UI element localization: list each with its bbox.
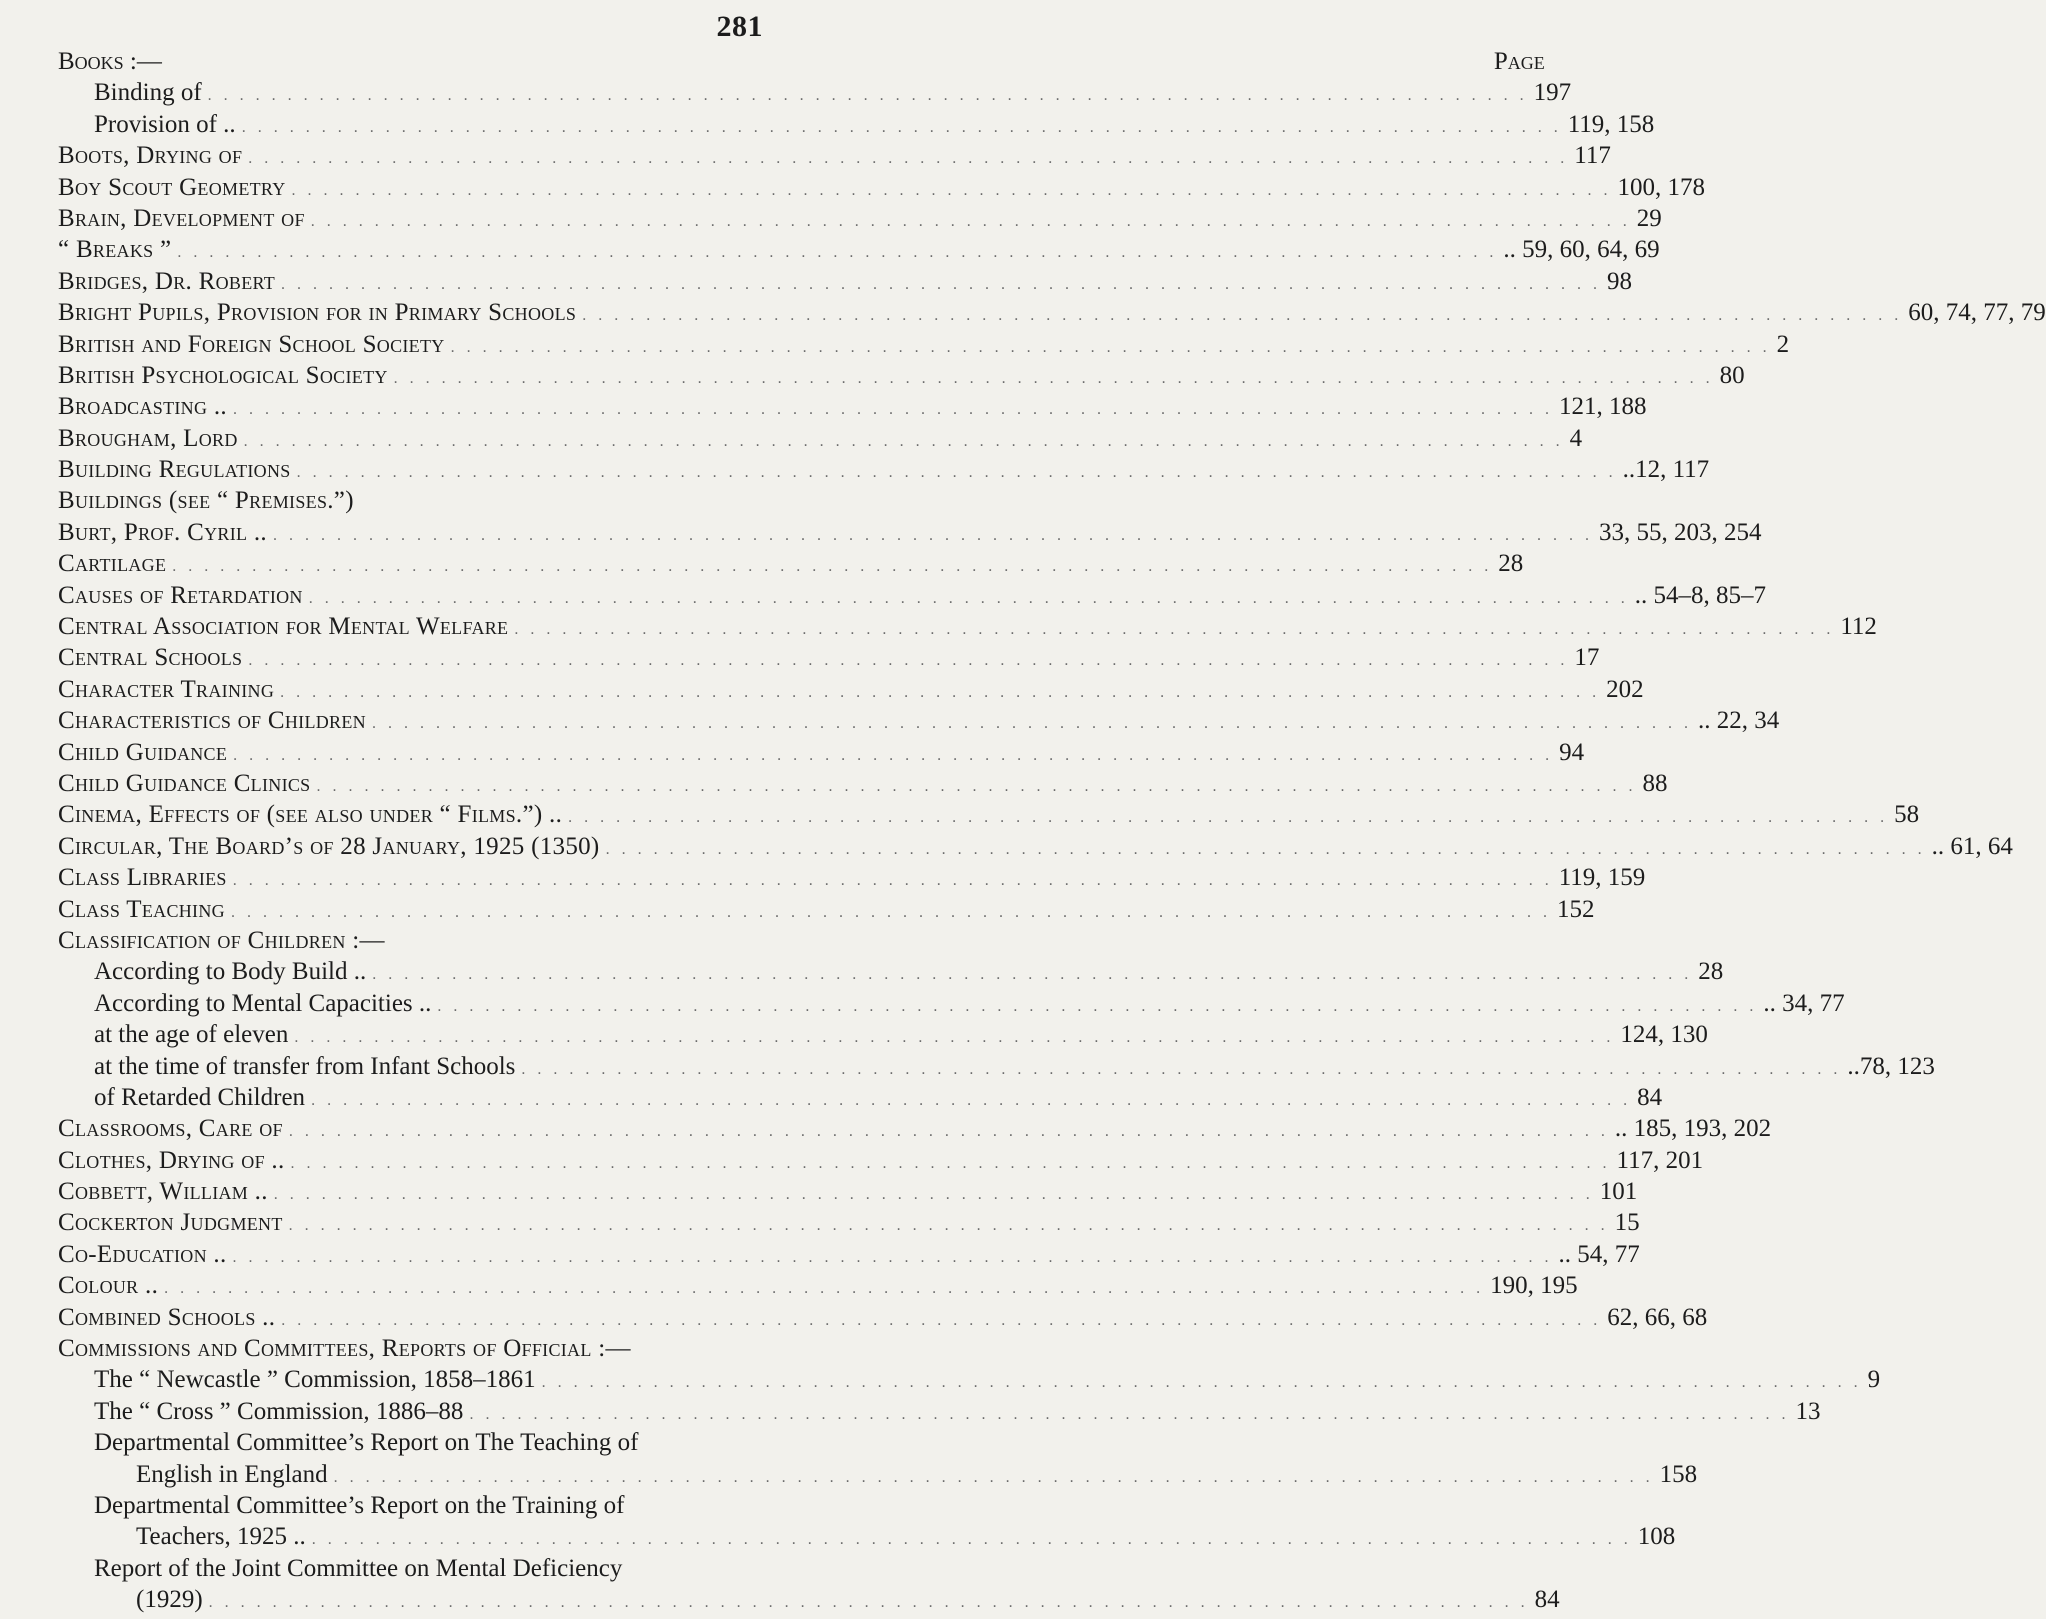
index-entry-term: Brougham, Lord bbox=[58, 424, 238, 452]
index-entry bbox=[58, 611, 1877, 642]
dot-leader bbox=[303, 583, 1635, 614]
index-entry bbox=[58, 1019, 1708, 1050]
index-entry-term: Departmental Committee’s Report on the Training of bbox=[94, 1491, 625, 1519]
index-entry-term: Boy Scout Geometry bbox=[58, 173, 286, 201]
dot-leader bbox=[285, 1148, 1617, 1179]
index-entry-term: Circular, The Board’s of 28 January, 1925 (1350) bbox=[58, 832, 600, 860]
index-entry bbox=[58, 1396, 1821, 1427]
index-entry-pages: 84 bbox=[1534, 1586, 1560, 1614]
index-entry bbox=[58, 831, 2013, 862]
index-entry-term: British Psychological Society bbox=[58, 361, 388, 389]
index-entry-term: Boots, Drying of bbox=[58, 142, 243, 170]
index-entry-pages: 58 bbox=[1894, 801, 1920, 829]
dot-leader bbox=[242, 143, 1574, 174]
index-entry-term: Classification of Children :— bbox=[58, 926, 385, 954]
index-entry-term: The “ Newcastle ” Commission, 1858–1861 bbox=[94, 1366, 536, 1394]
dot-leader bbox=[562, 802, 1894, 833]
index-entry-term: Buildings (see “ Premises.”) bbox=[58, 487, 354, 515]
index-entry-pages: 88 bbox=[1642, 769, 1668, 797]
index-entry-term: Central Association for Mental Welfare bbox=[58, 613, 509, 641]
index-entry bbox=[58, 517, 1762, 548]
dot-leader bbox=[306, 1524, 1638, 1555]
index-entry-pages: 117, 201 bbox=[1616, 1146, 1704, 1174]
dot-leader bbox=[268, 1179, 1600, 1210]
index-entry-pages: 100, 178 bbox=[1617, 173, 1706, 201]
index-header-row bbox=[58, 46, 1545, 77]
index-entry bbox=[58, 297, 2046, 328]
index-entry bbox=[58, 799, 1920, 830]
index-entry-term: Cockerton Judgment bbox=[58, 1209, 283, 1237]
index-entry bbox=[58, 1333, 766, 1364]
index-entry bbox=[58, 1113, 1772, 1144]
section-heading-books: Books :— bbox=[58, 48, 162, 75]
index-entry-pages: 33, 55, 203, 254 bbox=[1598, 518, 1762, 546]
index-entry bbox=[58, 737, 1585, 768]
index-entry-term: “ Breaks ” bbox=[58, 236, 172, 264]
dot-leader bbox=[236, 112, 1568, 143]
index-entry-term: Commissions and Committees, Reports of Official :— bbox=[58, 1335, 631, 1363]
index-entry bbox=[58, 266, 1633, 297]
index-entry bbox=[58, 109, 1655, 140]
index-entry-pages: 84 bbox=[1637, 1083, 1663, 1111]
index-entry-pages: .. 22, 34 bbox=[1697, 707, 1780, 735]
dot-leader bbox=[227, 1242, 1559, 1273]
index-entry-term: English in England bbox=[136, 1460, 328, 1488]
index-entry-pages: 15 bbox=[1614, 1209, 1640, 1237]
index-entry-pages: 4 bbox=[1569, 424, 1583, 452]
index-entry-term: at the age of eleven bbox=[94, 1021, 289, 1049]
index-entry-term: Class Libraries bbox=[58, 864, 227, 892]
dot-leader bbox=[366, 959, 1698, 990]
dot-leader bbox=[431, 991, 1763, 1022]
index-entry-pages: 9 bbox=[1867, 1366, 1881, 1394]
index-entry-pages: 13 bbox=[1795, 1397, 1821, 1425]
index-entry bbox=[58, 1302, 1708, 1333]
index-entry-pages: 119, 159 bbox=[1558, 864, 1646, 892]
index-entry-term: Bright Pupils, Provision for in Primary Schools bbox=[58, 299, 577, 327]
index-entry-term: Broadcasting .. bbox=[58, 393, 227, 421]
index-entry-term: Building Regulations bbox=[58, 456, 291, 484]
dot-leader bbox=[328, 1462, 1660, 1493]
index-entry-pages: 28 bbox=[1698, 958, 1724, 986]
index-entry-pages: 101 bbox=[1599, 1178, 1638, 1206]
page-number: 281 bbox=[716, 10, 763, 43]
index-entry-term: British and Foreign School Society bbox=[58, 330, 445, 358]
index-entry-term: Bridges, Dr. Robert bbox=[58, 267, 276, 295]
index-list bbox=[58, 46, 2046, 1616]
index-entry bbox=[58, 1459, 1698, 1490]
index-entry-pages: 121, 188 bbox=[1558, 393, 1647, 421]
index-entry-term: Clothes, Drying of .. bbox=[58, 1146, 285, 1174]
index-entry-pages: ..12, 117 bbox=[1622, 456, 1710, 484]
index-entry bbox=[58, 1584, 1560, 1615]
index-entry-pages: .. 185, 193, 202 bbox=[1614, 1115, 1772, 1143]
dot-leader bbox=[508, 614, 1840, 645]
index-entry bbox=[58, 140, 1611, 171]
index-entry bbox=[58, 77, 1572, 108]
dot-leader bbox=[445, 332, 1777, 363]
index-entry bbox=[58, 1521, 1676, 1552]
index-entry bbox=[58, 454, 1710, 485]
index-entry bbox=[58, 862, 1646, 893]
index-entry-term: Cobbett, William .. bbox=[58, 1178, 268, 1206]
index-entry bbox=[58, 925, 766, 956]
index-entry-pages: 124, 130 bbox=[1620, 1021, 1708, 1049]
dot-leader bbox=[274, 677, 1606, 708]
index-entry-pages: 28 bbox=[1498, 550, 1524, 578]
index-entry-pages: 119, 158 bbox=[1567, 110, 1655, 138]
dot-leader bbox=[600, 834, 1932, 865]
index-entry-pages: ..78, 123 bbox=[1847, 1052, 1935, 1080]
dot-leader bbox=[203, 1587, 1535, 1618]
index-entry bbox=[58, 894, 1595, 925]
index-entry-pages: 108 bbox=[1637, 1523, 1676, 1551]
index-entry-term: Cartilage bbox=[58, 550, 167, 578]
index-entry-term: Characteristics of Children bbox=[58, 707, 366, 735]
index-entry bbox=[58, 1145, 1704, 1176]
index-entry bbox=[58, 956, 1724, 987]
dot-leader bbox=[166, 551, 1498, 582]
dot-leader bbox=[305, 206, 1637, 237]
index-entry-term: Teachers, 1925 .. bbox=[136, 1523, 306, 1551]
index-entry-term: Combined Schools .. bbox=[58, 1303, 276, 1331]
index-entry-pages: .. 54–8, 85–7 bbox=[1634, 581, 1766, 609]
dot-leader bbox=[225, 897, 1557, 928]
dot-leader bbox=[305, 1085, 1637, 1116]
index-entry-pages: 2 bbox=[1776, 330, 1790, 358]
dot-leader bbox=[227, 740, 1559, 771]
dot-leader bbox=[202, 80, 1534, 111]
index-entry bbox=[58, 391, 1647, 422]
index-entry-pages: 29 bbox=[1636, 204, 1662, 232]
dot-leader bbox=[286, 175, 1618, 206]
index-entry-pages: 80 bbox=[1719, 361, 1745, 389]
dot-leader bbox=[576, 300, 1908, 331]
index-entry-term: Co-Education .. bbox=[58, 1240, 227, 1268]
index-entry bbox=[58, 988, 1845, 1019]
dot-leader bbox=[366, 708, 1698, 739]
index-entry bbox=[58, 423, 1583, 454]
index-entry-term: The “ Cross ” Commission, 1886–88 bbox=[94, 1397, 464, 1425]
index-entry-term: Provision of .. bbox=[94, 110, 236, 138]
index-entry-term: at the time of transfer from Infant Schools bbox=[94, 1052, 516, 1080]
dot-leader bbox=[463, 1399, 1795, 1430]
index-entry bbox=[58, 1427, 766, 1458]
index-entry bbox=[58, 1553, 766, 1584]
index-entry-pages: 17 bbox=[1574, 644, 1600, 672]
dot-leader bbox=[227, 394, 1559, 425]
index-entry bbox=[58, 360, 1745, 391]
dot-leader bbox=[171, 237, 1503, 268]
dot-leader bbox=[238, 426, 1570, 457]
dot-leader bbox=[242, 645, 1574, 676]
index-entry-pages: .. 54, 77 bbox=[1558, 1240, 1640, 1268]
index-entry bbox=[58, 1051, 1935, 1082]
dot-leader bbox=[388, 363, 1720, 394]
index-entry-pages: 197 bbox=[1533, 79, 1572, 107]
index-entry-term: Colour .. bbox=[58, 1272, 159, 1300]
index-entry-pages: 158 bbox=[1659, 1460, 1698, 1488]
index-entry bbox=[58, 329, 1790, 360]
dot-leader bbox=[283, 1210, 1615, 1241]
index-entry-pages: 62, 66, 68 bbox=[1607, 1303, 1708, 1331]
dot-leader bbox=[515, 1054, 1847, 1085]
dot-leader bbox=[275, 1305, 1607, 1336]
index-entry bbox=[58, 705, 1780, 736]
index-entry bbox=[58, 580, 1766, 611]
index-entry bbox=[58, 642, 1600, 673]
index-entry-pages: .. 34, 77 bbox=[1763, 989, 1845, 1017]
index-entry bbox=[58, 172, 1706, 203]
index-entry bbox=[58, 1270, 1578, 1301]
index-entry-pages: 190, 195 bbox=[1490, 1272, 1578, 1300]
index-entry bbox=[58, 548, 1524, 579]
index-entry-term: According to Body Build .. bbox=[94, 958, 367, 986]
index-entry bbox=[58, 485, 766, 516]
index-entry-term: According to Mental Capacities .. bbox=[94, 989, 432, 1017]
index-entry-pages: 202 bbox=[1606, 675, 1644, 703]
index-entry bbox=[58, 768, 1668, 799]
index-entry-term: Child Guidance bbox=[58, 738, 228, 766]
index-entry bbox=[58, 1082, 1663, 1113]
index-entry-term: Burt, Prof. Cyril .. bbox=[58, 518, 267, 546]
dot-leader bbox=[158, 1273, 1490, 1304]
dot-leader bbox=[291, 457, 1623, 488]
index-entry-term: (1929) bbox=[136, 1586, 203, 1614]
index-entry-pages: .. 61, 64 bbox=[1931, 832, 2013, 860]
dot-leader bbox=[288, 1022, 1620, 1053]
index-entry-term: of Retarded Children bbox=[94, 1083, 306, 1111]
page-column-heading: Page bbox=[1493, 48, 1545, 75]
index-entry bbox=[58, 1490, 766, 1521]
index-entry-term: Cinema, Effects of (see also under “ Films.”) .. bbox=[58, 801, 563, 829]
index-entry-term: Causes of Retardation bbox=[58, 581, 303, 609]
index-entry bbox=[58, 1239, 1640, 1270]
index-entry bbox=[58, 1176, 1638, 1207]
dot-leader bbox=[283, 1116, 1615, 1147]
index-entry-term: Binding of bbox=[94, 79, 202, 107]
index-entry bbox=[58, 1207, 1640, 1238]
dot-leader bbox=[536, 1367, 1868, 1398]
index-entry-term: Brain, Development of bbox=[58, 204, 305, 232]
dot-leader bbox=[310, 771, 1642, 802]
index-entry-pages: 94 bbox=[1559, 738, 1585, 766]
dot-leader bbox=[267, 520, 1599, 551]
index-entry-term: Classrooms, Care of bbox=[58, 1115, 283, 1143]
index-entry-term: Class Teaching bbox=[58, 895, 225, 923]
index-entry-pages: 60, 74, 77, 79 bbox=[1908, 299, 2046, 327]
index-entry bbox=[58, 234, 1660, 265]
index-entry-pages: .. 59, 60, 64, 69 bbox=[1503, 236, 1660, 264]
dot-leader bbox=[227, 865, 1559, 896]
index-entry bbox=[58, 203, 1662, 234]
index-entry-term: Report of the Joint Committee on Mental Deficiency bbox=[94, 1554, 623, 1582]
index-entry-term: Character Training bbox=[58, 675, 275, 703]
index-entry bbox=[58, 674, 1644, 705]
index-entry-pages: 152 bbox=[1556, 895, 1595, 923]
dot-leader bbox=[275, 269, 1607, 300]
index-entry-term: Departmental Committee’s Report on The Teaching of bbox=[94, 1429, 639, 1457]
index-entry-pages: 117 bbox=[1574, 142, 1611, 170]
index-entry bbox=[58, 1364, 1881, 1395]
index-entry-pages: 112 bbox=[1840, 613, 1877, 641]
index-entry-term: Central Schools bbox=[58, 644, 243, 672]
index-entry-term: Child Guidance Clinics bbox=[58, 769, 311, 797]
index-entry-pages: 98 bbox=[1607, 267, 1633, 295]
